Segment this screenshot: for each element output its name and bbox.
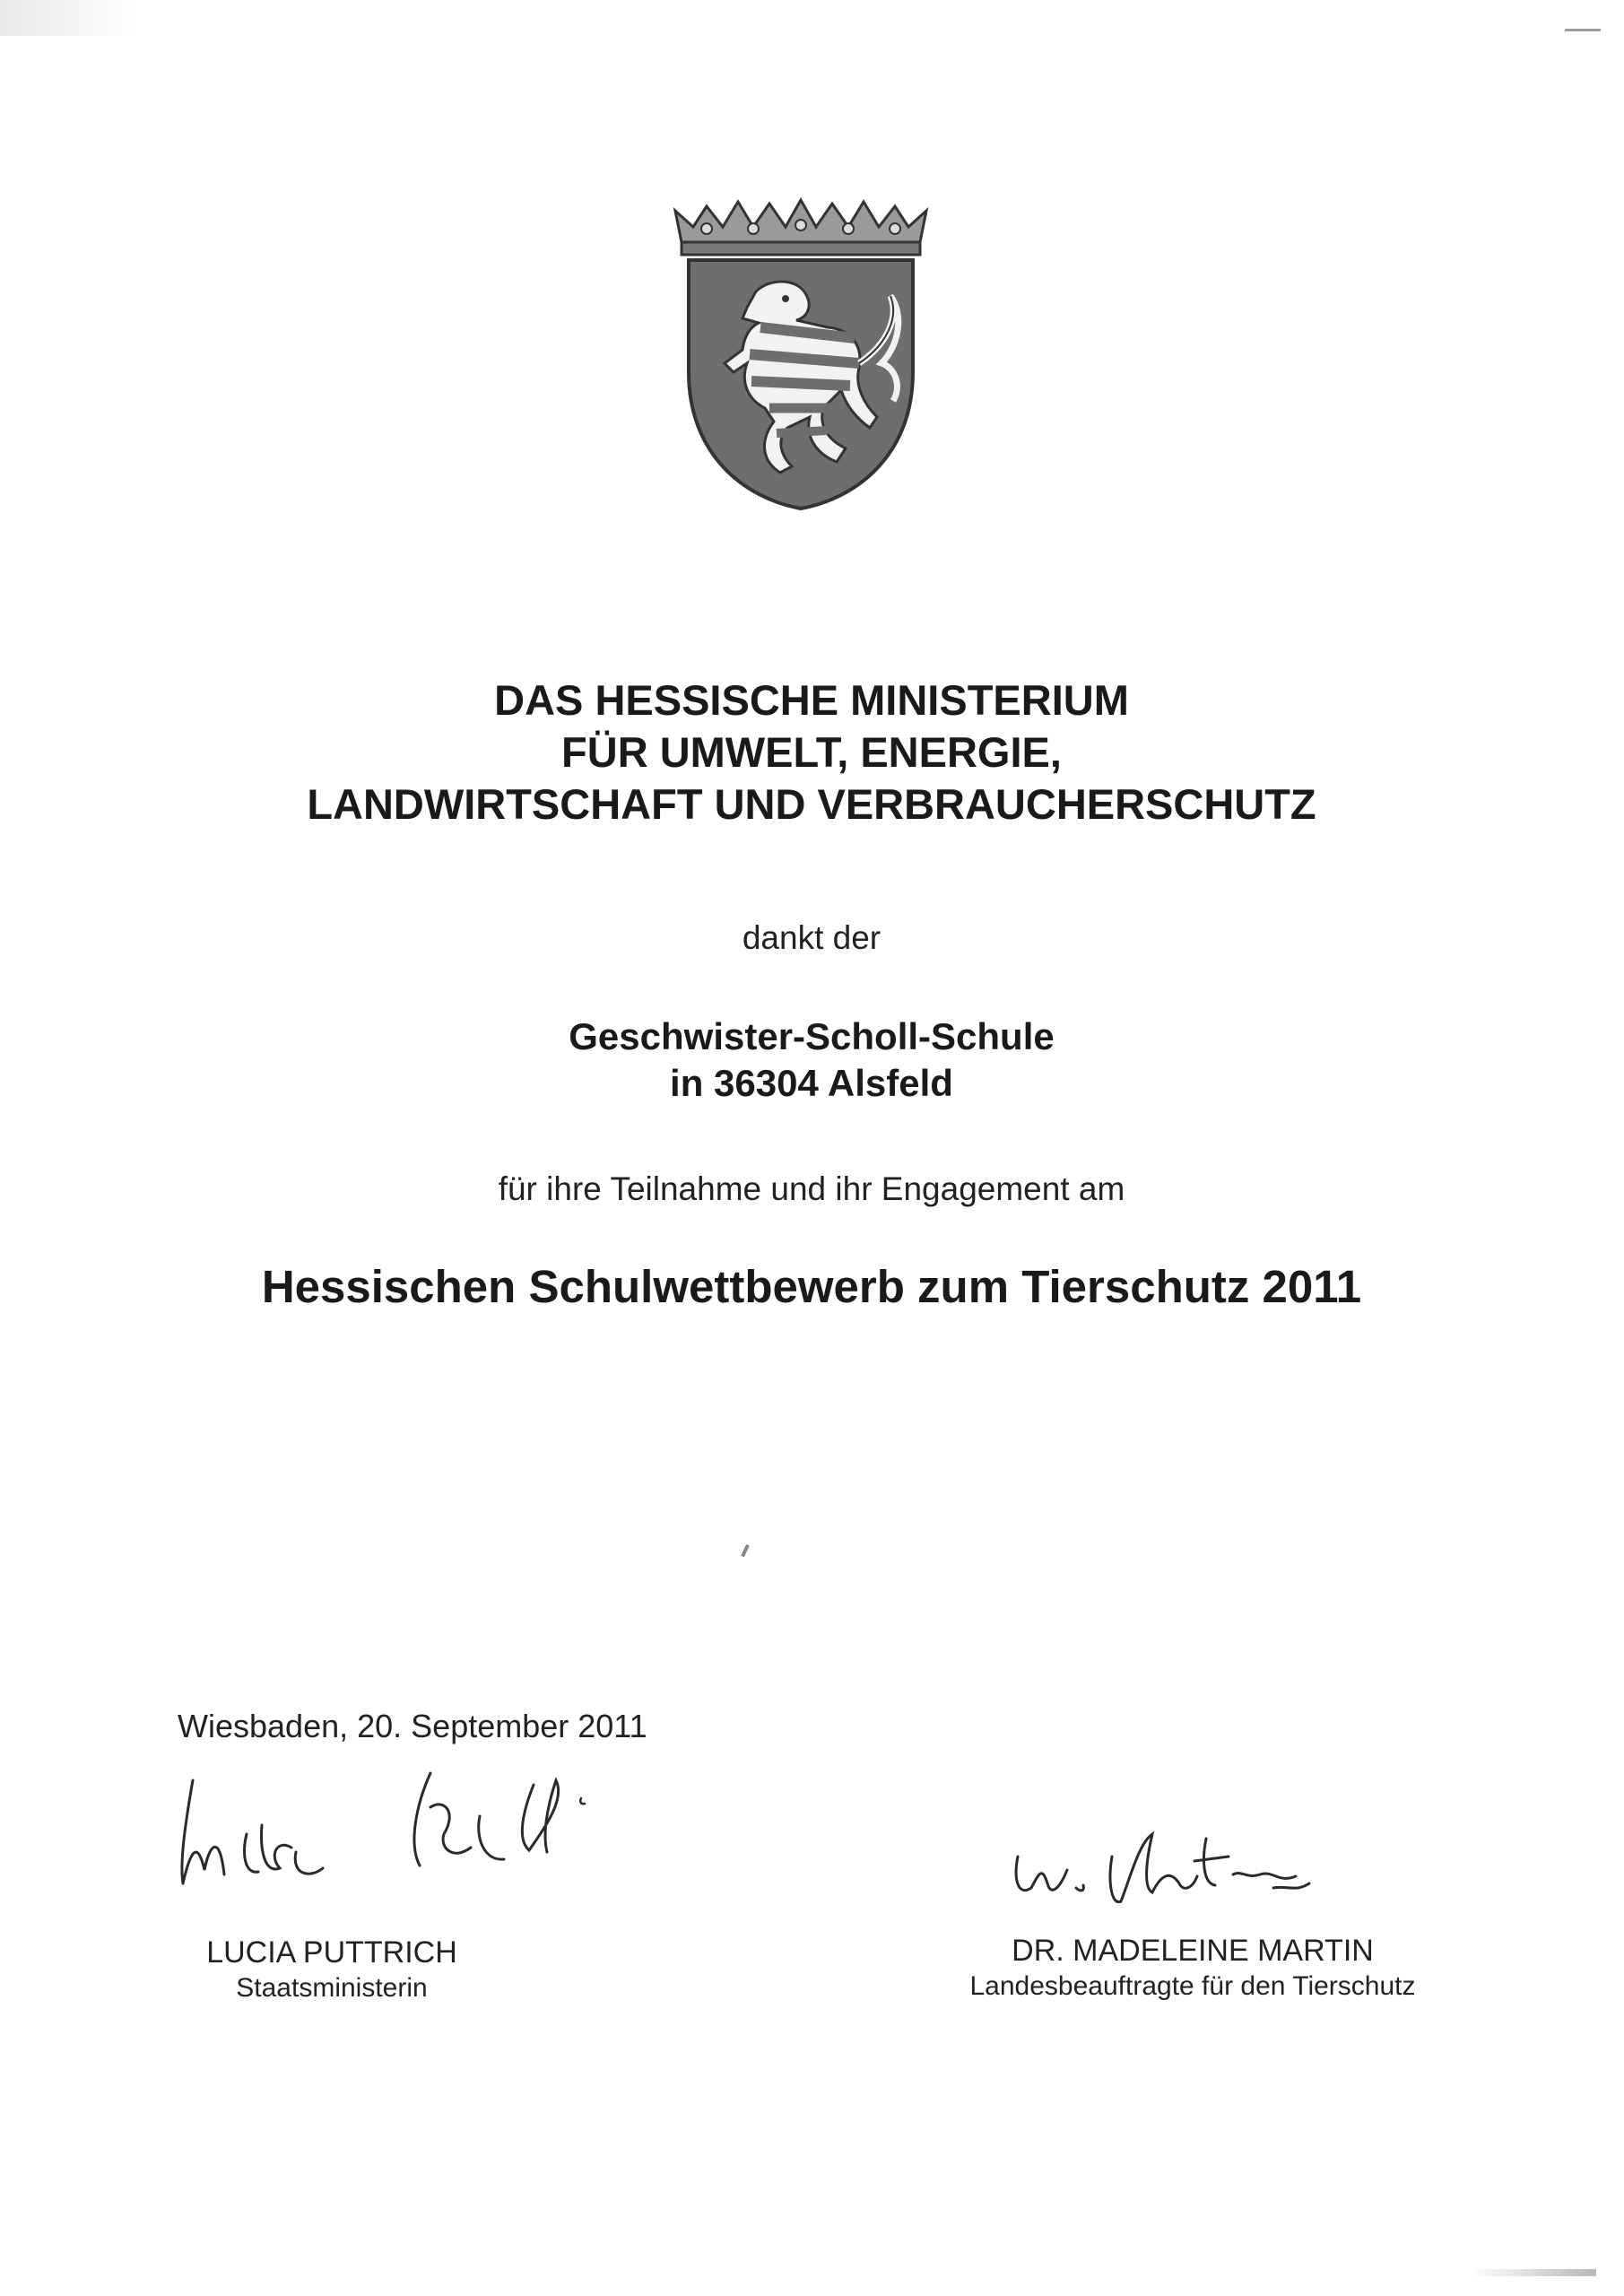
signatory-role: Staatsministerin — [236, 1973, 428, 2003]
scan-speck — [741, 1544, 750, 1557]
signature-martin-icon — [1004, 1821, 1399, 1928]
issuer-line: DAS HESSISCHE MINISTERIUM — [494, 676, 1129, 724]
recipient-location: in 36304 Alsfeld — [670, 1062, 953, 1104]
thanks-text: dankt der — [742, 919, 881, 956]
signature-puttrich-icon — [170, 1762, 655, 1906]
recipient-name: Geschwister-Scholl-Schule — [569, 1015, 1055, 1057]
issuer-line: LANDWIRTSCHAFT UND VERBRAUCHERSCHUTZ — [307, 780, 1316, 828]
recipient-block — [161, 1013, 1462, 1107]
scan-shadow — [0, 0, 135, 36]
signatory-name: DR. MADELEINE MARTIN — [1012, 1934, 1374, 1968]
issuer-heading — [161, 674, 1462, 831]
signatory-martin — [933, 1932, 1453, 2004]
scan-mark — [1565, 29, 1601, 31]
reason-text: für ihre Teilnahme und ihr Engagement am — [498, 1170, 1125, 1207]
issuer-line: FÜR UMWELT, ENERGIE, — [561, 728, 1062, 776]
signatory-name: LUCIA PUTTRICH — [206, 1935, 457, 1970]
crown-icon — [675, 200, 926, 255]
place-date: Wiesbaden, 20. September 2011 — [178, 1708, 647, 1744]
signatory-puttrich — [161, 1934, 502, 2005]
hessian-lion-coat-of-arms-icon — [671, 193, 931, 516]
signatory-role: Landesbeauftragte für den Tierschutz — [969, 1971, 1416, 2001]
competition-title: Hessischen Schulwettbewerb zum Tierschutz 2011 — [261, 1261, 1362, 1312]
scan-mark — [1471, 2269, 1596, 2276]
